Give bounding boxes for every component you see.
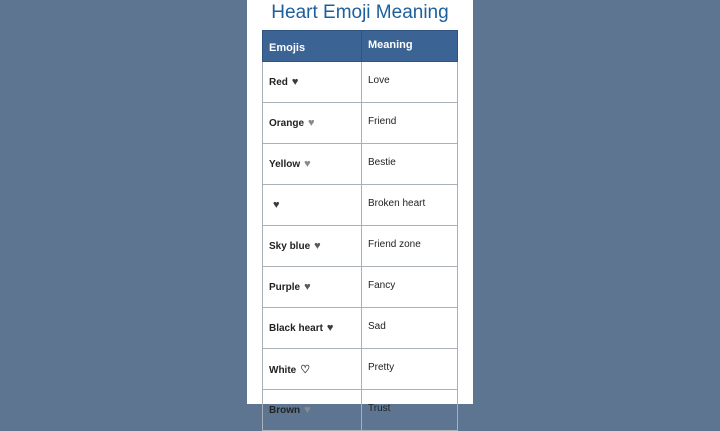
emoji-cell <box>263 349 362 390</box>
meaning-cell: Love <box>362 62 458 103</box>
meaning-cell: Sad <box>362 308 458 349</box>
meaning-cell: Friend zone <box>362 226 458 267</box>
table-row <box>263 103 458 144</box>
column-header-meaning: Meaning <box>362 31 458 62</box>
heart-icon: ♥ <box>291 76 299 88</box>
heart-icon: ♥ <box>326 322 334 334</box>
page-title: Heart Emoji Meaning <box>271 2 449 23</box>
emoji-name: Sky blue <box>269 241 311 252</box>
table-row <box>263 390 458 431</box>
emoji-cell <box>263 267 362 308</box>
table-row <box>263 308 458 349</box>
table-header-row <box>263 31 458 62</box>
emoji-name: Yellow <box>269 159 301 170</box>
meaning-cell: Bestie <box>362 144 458 185</box>
table-row <box>263 185 458 226</box>
meaning-cell: Pretty <box>362 349 458 390</box>
heart-icon: ♥ <box>304 404 311 416</box>
emoji-cell <box>263 185 362 226</box>
heart-icon: ♥ <box>304 158 311 170</box>
heart-meaning-table <box>262 30 458 431</box>
emoji-name: Black heart <box>269 323 323 334</box>
emoji-name: Red <box>269 77 288 88</box>
emoji-cell <box>263 390 362 431</box>
emoji-cell <box>263 103 362 144</box>
column-header-emojis: Emojis <box>263 31 362 62</box>
meaning-cell: Friend <box>362 103 458 144</box>
broken-heart-icon: ♥ <box>273 199 280 211</box>
content-panel <box>247 0 473 416</box>
emoji-name: Orange <box>269 118 305 129</box>
meaning-cell: Broken heart <box>362 185 458 226</box>
emoji-cell <box>263 144 362 185</box>
table-row <box>263 62 458 103</box>
emoji-name: White <box>269 364 297 376</box>
table-row <box>263 226 458 267</box>
table-row <box>263 349 458 390</box>
emoji-cell <box>263 62 362 103</box>
meaning-cell: Trust <box>362 390 458 431</box>
meaning-cell: Fancy <box>362 267 458 308</box>
heart-icon: ♥ <box>314 240 321 252</box>
outline-heart-icon: ♡ <box>300 363 311 376</box>
emoji-name: Brown <box>269 405 301 416</box>
emoji-cell <box>263 308 362 349</box>
heart-icon: ♥ <box>304 281 311 293</box>
emoji-name: Purple <box>269 282 301 293</box>
table-row <box>263 267 458 308</box>
emoji-cell <box>263 226 362 267</box>
heart-icon: ♥ <box>308 117 315 129</box>
table-row <box>263 144 458 185</box>
